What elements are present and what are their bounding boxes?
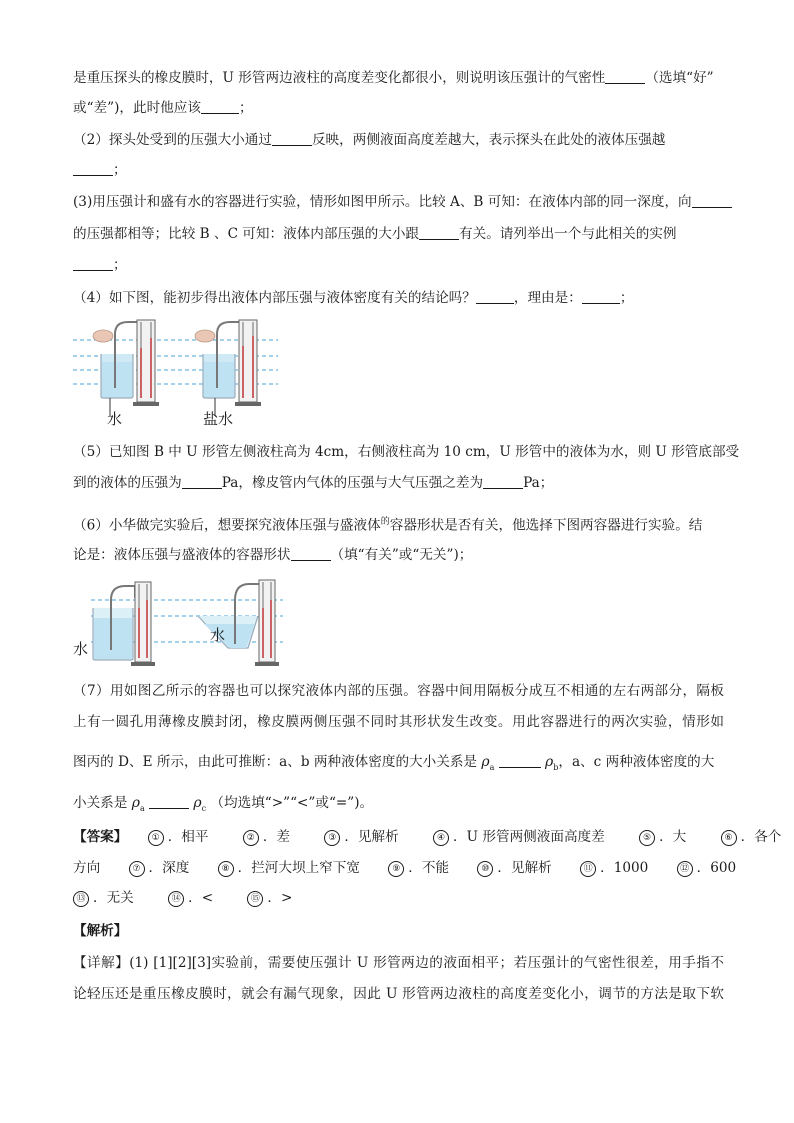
answer-blank[interactable] bbox=[605, 69, 645, 84]
answer-blank[interactable] bbox=[291, 546, 331, 561]
answer-blank[interactable] bbox=[476, 289, 514, 304]
rho-a: $\rho_a$ bbox=[131, 795, 145, 813]
text-line: 论是：液体压强与盛液体的容器形状 （填“有关”或“无关”)； bbox=[73, 547, 473, 563]
label-saltwater: 盐水 bbox=[203, 410, 234, 428]
text-line: 上有一圆孔用薄橡皮膜封闭，橡皮膜两侧压强不同时其形状发生改变。用此容器进行的两次实验，情形如 bbox=[73, 714, 724, 730]
answer-item: ⑭ ．< bbox=[168, 888, 213, 908]
answer-blank[interactable] bbox=[419, 225, 459, 240]
answer-item: ③ ．见解析 bbox=[324, 827, 398, 847]
analysis-line: 【详解】(1) [1][2][3]实验前，需要使压强计 U 形管两边的液面相平；若压强计的气密性很差，用手指不 bbox=[73, 955, 724, 971]
beaker-cylinder bbox=[93, 586, 135, 660]
answer-blank[interactable] bbox=[499, 753, 541, 768]
figure-container-shape bbox=[73, 578, 288, 668]
rho-b: $\rho_b$ bbox=[545, 754, 559, 772]
answer-item: ② ．差 bbox=[243, 827, 290, 847]
manometer-2 bbox=[255, 580, 279, 666]
figure-svg bbox=[73, 318, 283, 428]
answer-blank[interactable] bbox=[182, 474, 222, 489]
question-2: （2）探头处受到的压强大小通过 反映，两侧液面高度差越大，表示探头在此处的液体压强越 bbox=[73, 132, 666, 148]
text-line: 图丙的 D、E 所示，由此可推断：a、b 两种液体密度的大小关系是 $\rho_a$ $\rho_b$，a、c 两种液体密度的大 bbox=[73, 754, 715, 772]
label-water-left: 水 bbox=[73, 640, 89, 658]
answer-blank[interactable] bbox=[692, 193, 732, 208]
answer-line bbox=[73, 827, 782, 847]
answer-tag: 【答案】 bbox=[73, 829, 128, 845]
question-3: (3)用压强计和盛有水的容器进行实验，情形如图甲所示。比较 A、B 可知：在液体内部的同一深度，向 bbox=[73, 192, 724, 212]
answer-blank[interactable] bbox=[201, 99, 239, 114]
analysis-line: 论轻压还是重压橡皮膜时，就会有漏气现象，因此 U 形管两边液柱的高度差变化小，调节的方法是取下软 bbox=[73, 986, 724, 1002]
question-7: （7）用如图乙所示的容器也可以探究液体内部的压强。容器中间用隔板分成互不相通的左右两部分，隔板 bbox=[73, 683, 724, 699]
manometer-1 bbox=[131, 582, 155, 666]
answer-item: ⑬ ．无关 bbox=[73, 888, 134, 908]
answer-item: ⑫ ．600 bbox=[677, 858, 737, 878]
figure-svg bbox=[73, 578, 288, 668]
answer-item: ⑤ ．大 bbox=[639, 827, 686, 847]
text-line: ； bbox=[73, 160, 724, 180]
answer-item: ④ ．U 形管两侧液面高度差 bbox=[433, 827, 605, 847]
rho-a: $\rho_a$ bbox=[481, 754, 495, 772]
answer-item: ⑩ ．见解析 bbox=[477, 858, 551, 878]
answer-line: 方向 ⑦ ．深度 ⑧ ．拦河大坝上窄下宽 ⑨ ．不能 ⑩ ．见解析 ⑪ ．1000 ⑫ ．600 bbox=[73, 860, 737, 876]
question-4: （4）如下图，能初步得出液体内部压强与液体密度有关的结论吗？ ，理由是： ； bbox=[73, 290, 634, 306]
answer-blank[interactable] bbox=[483, 474, 523, 489]
answer-item: ⑪ ．1000 bbox=[580, 858, 648, 878]
analysis-tag: 【解析】 bbox=[73, 923, 128, 939]
answer-item: ⑮ ．> bbox=[247, 888, 292, 908]
manometer-left bbox=[133, 320, 159, 406]
beaker-left bbox=[93, 322, 139, 416]
answer-item: ⑧ ．拦河大坝上窄下宽 bbox=[218, 858, 360, 878]
question-6: （6）小华做完实验后，想要探究液体压强与盛液体$^的$容器形状是否有关，他选择下图两容器进行实验。结 bbox=[73, 517, 703, 534]
beaker-right bbox=[195, 322, 241, 416]
label-water-right: 水 bbox=[210, 626, 226, 644]
figure-density-comparison bbox=[73, 318, 283, 428]
answer-blank[interactable] bbox=[149, 794, 189, 809]
answer-blank[interactable] bbox=[272, 131, 312, 146]
text-line: ； bbox=[73, 255, 724, 275]
answer-blank[interactable] bbox=[73, 161, 113, 176]
answer-blank[interactable] bbox=[73, 256, 113, 271]
beaker-funnel bbox=[198, 584, 263, 648]
answer-item: ① ．相平 bbox=[148, 827, 209, 847]
manometer-right bbox=[235, 320, 261, 406]
answer-line bbox=[73, 888, 724, 908]
rho-c: $\rho_c$ bbox=[193, 795, 207, 813]
question-5: （5）已知图 B 中 U 形管左侧液柱高为 4cm，右侧液柱高为 10 cm，U 形管中的液体为水，则 U 形管底部受 bbox=[73, 444, 740, 460]
text-line: 到的液体的压强为 Pa，橡皮管内气体的压强与大气压强之差为 Pa； bbox=[73, 475, 554, 491]
answer-item: ⑦ ．深度 bbox=[129, 858, 190, 878]
text-line: 小关系是 $\rho_a$ $\rho_c$ （均选填“>”“<”或“=”)。 bbox=[73, 795, 374, 813]
text-line: 的压强都相等；比较 B 、C 可知：液体内部压强的大小跟 有关。请列举出一个与此相关的实例 bbox=[73, 226, 677, 242]
text-line: 或“差”)，此时他应该 ； bbox=[73, 100, 253, 116]
text-line: 是重压探头的橡皮膜时，U 形管两边液柱的高度差变化都很小，则说明该压强计的气密性 （选填“好” bbox=[73, 70, 714, 86]
answer-item: ⑨ ．不能 bbox=[388, 858, 449, 878]
answer-blank[interactable] bbox=[582, 289, 620, 304]
answer-item: ⑥ ．各个 bbox=[721, 827, 782, 847]
label-water: 水 bbox=[107, 410, 123, 428]
